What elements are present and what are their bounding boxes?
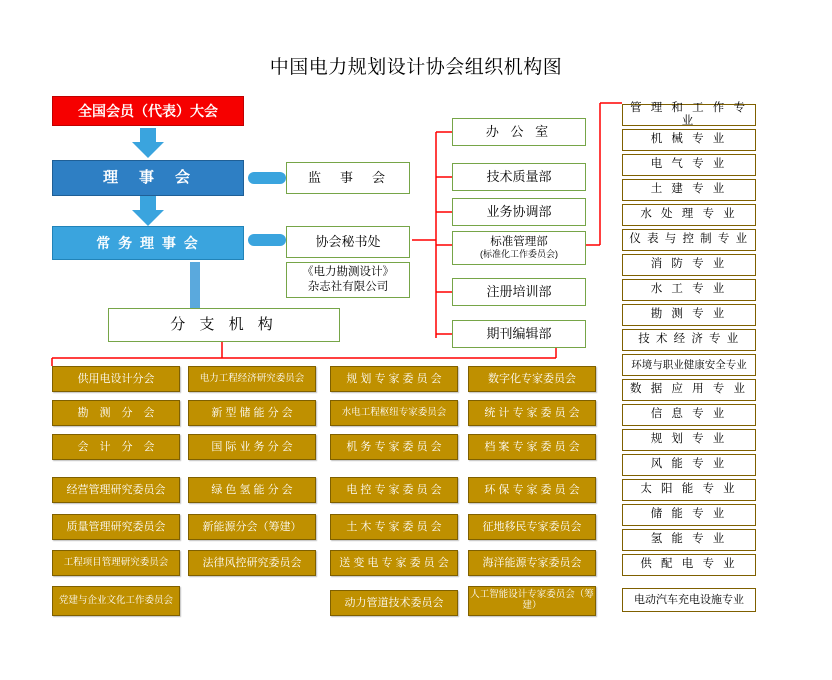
dept-standard-sub: (标准化工作委员会) [480, 249, 558, 260]
node-branch-organizations[interactable]: 分 支 机 构 [108, 308, 340, 342]
dept-registration-training[interactable]: 注册培训部 [452, 278, 586, 306]
branch-r2-c1[interactable]: 国 际 业 务 分 会 [188, 434, 316, 460]
dept-office[interactable]: 办 公 室 [452, 118, 586, 146]
branch-r0-c1[interactable]: 电力工程经济研究委员会 [188, 366, 316, 392]
branch-r5-c0[interactable]: 工程项目管理研究委员会 [52, 550, 180, 576]
specialty-item-19[interactable]: 电动汽车充电设施专业 [622, 588, 756, 612]
branch-r2-c3[interactable]: 档 案 专 家 委 员 会 [468, 434, 596, 460]
branch-r6-c3[interactable]: 人工智能设计专家委员会（筹建） [468, 586, 596, 616]
branch-r2-c2[interactable]: 机 务 专 家 委 员 会 [330, 434, 458, 460]
node-council[interactable]: 理 事 会 [52, 160, 244, 196]
branch-r6-c0[interactable]: 党建与企业文化工作委员会 [52, 586, 180, 616]
node-assembly[interactable]: 全国会员（代表）大会 [52, 96, 244, 126]
branch-r1-c0[interactable]: 勘 测 分 会 [52, 400, 180, 426]
branch-r5-c2[interactable]: 送 变 电 专 家 委 员 会 [330, 550, 458, 576]
specialty-item-16[interactable]: 储 能 专 业 [622, 504, 756, 526]
specialty-item-3[interactable]: 土 建 专 业 [622, 179, 756, 201]
specialty-item-6[interactable]: 消 防 专 业 [622, 254, 756, 276]
specialty-item-1[interactable]: 机 械 专 业 [622, 129, 756, 151]
specialty-item-13[interactable]: 规 划 专 业 [622, 429, 756, 451]
branch-r4-c2[interactable]: 土 木 专 家 委 员 会 [330, 514, 458, 540]
branch-r5-c1[interactable]: 法律风控研究委员会 [188, 550, 316, 576]
branch-r3-c1[interactable]: 绿 色 氢 能 分 会 [188, 477, 316, 503]
branch-r3-c0[interactable]: 经营管理研究委员会 [52, 477, 180, 503]
dept-journal-editorial[interactable]: 期刊编辑部 [452, 320, 586, 348]
branch-r3-c2[interactable]: 电 控 专 家 委 员 会 [330, 477, 458, 503]
branch-r2-c0[interactable]: 会 计 分 会 [52, 434, 180, 460]
specialty-item-2[interactable]: 电 气 专 业 [622, 154, 756, 176]
specialty-item-9[interactable]: 技 术 经 济 专 业 [622, 329, 756, 351]
page-title: 中国电力规划设计协会组织机构图 [269, 57, 563, 78]
branch-r0-c0[interactable]: 供用电设计分会 [52, 366, 180, 392]
specialty-item-4[interactable]: 水 处 理 专 业 [622, 204, 756, 226]
branch-r1-c3[interactable]: 统 计 专 家 委 员 会 [468, 400, 596, 426]
specialty-item-12[interactable]: 信 息 专 业 [622, 404, 756, 426]
magazine-line-1: 《电力勘测设计》 [302, 266, 394, 279]
branch-r5-c3[interactable]: 海洋能源专家委员会 [468, 550, 596, 576]
dept-business-coordination[interactable]: 业务协调部 [452, 198, 586, 226]
branch-r1-c1[interactable]: 新 型 储 能 分 会 [188, 400, 316, 426]
node-secretariat[interactable]: 协会秘书处 [286, 226, 410, 258]
node-magazine[interactable] [286, 262, 410, 298]
specialty-item-0[interactable]: 管 理 和 工 作 专 业 [622, 104, 756, 126]
specialty-item-10[interactable]: 环境与职业健康安全专业 [622, 354, 756, 376]
specialty-item-14[interactable]: 风 能 专 业 [622, 454, 756, 476]
branch-r0-c3[interactable]: 数字化专家委员会 [468, 366, 596, 392]
specialty-item-8[interactable]: 勘 测 专 业 [622, 304, 756, 326]
branch-r0-c2[interactable]: 规 划 专 家 委 员 会 [330, 366, 458, 392]
branch-r4-c1[interactable]: 新能源分会（筹建） [188, 514, 316, 540]
specialty-item-17[interactable]: 氢 能 专 业 [622, 529, 756, 551]
specialty-item-7[interactable]: 水 工 专 业 [622, 279, 756, 301]
dept-standard-label: 标准管理部 [490, 236, 548, 249]
specialty-item-11[interactable]: 数 据 应 用 专 业 [622, 379, 756, 401]
specialty-item-18[interactable]: 供 配 电 专 业 [622, 554, 756, 576]
branch-r4-c3[interactable]: 征地移民专家委员会 [468, 514, 596, 540]
branch-r1-c2[interactable]: 水电工程枢纽专家委员会 [330, 400, 458, 426]
node-supervisory-board[interactable]: 监 事 会 [286, 162, 410, 194]
dept-technical-quality[interactable]: 技术质量部 [452, 163, 586, 191]
branch-r4-c0[interactable]: 质量管理研究委员会 [52, 514, 180, 540]
specialty-item-5[interactable]: 仪 表 与 控 制 专 业 [622, 229, 756, 251]
specialty-item-15[interactable]: 太 阳 能 专 业 [622, 479, 756, 501]
node-standing-council[interactable]: 常 务 理 事 会 [52, 226, 244, 260]
branch-r3-c3[interactable]: 环 保 专 家 委 员 会 [468, 477, 596, 503]
branch-r6-c2[interactable]: 动力管道技术委员会 [330, 590, 458, 616]
magazine-line-2: 杂志社有限公司 [307, 281, 389, 293]
dept-standard-management[interactable] [452, 231, 586, 265]
